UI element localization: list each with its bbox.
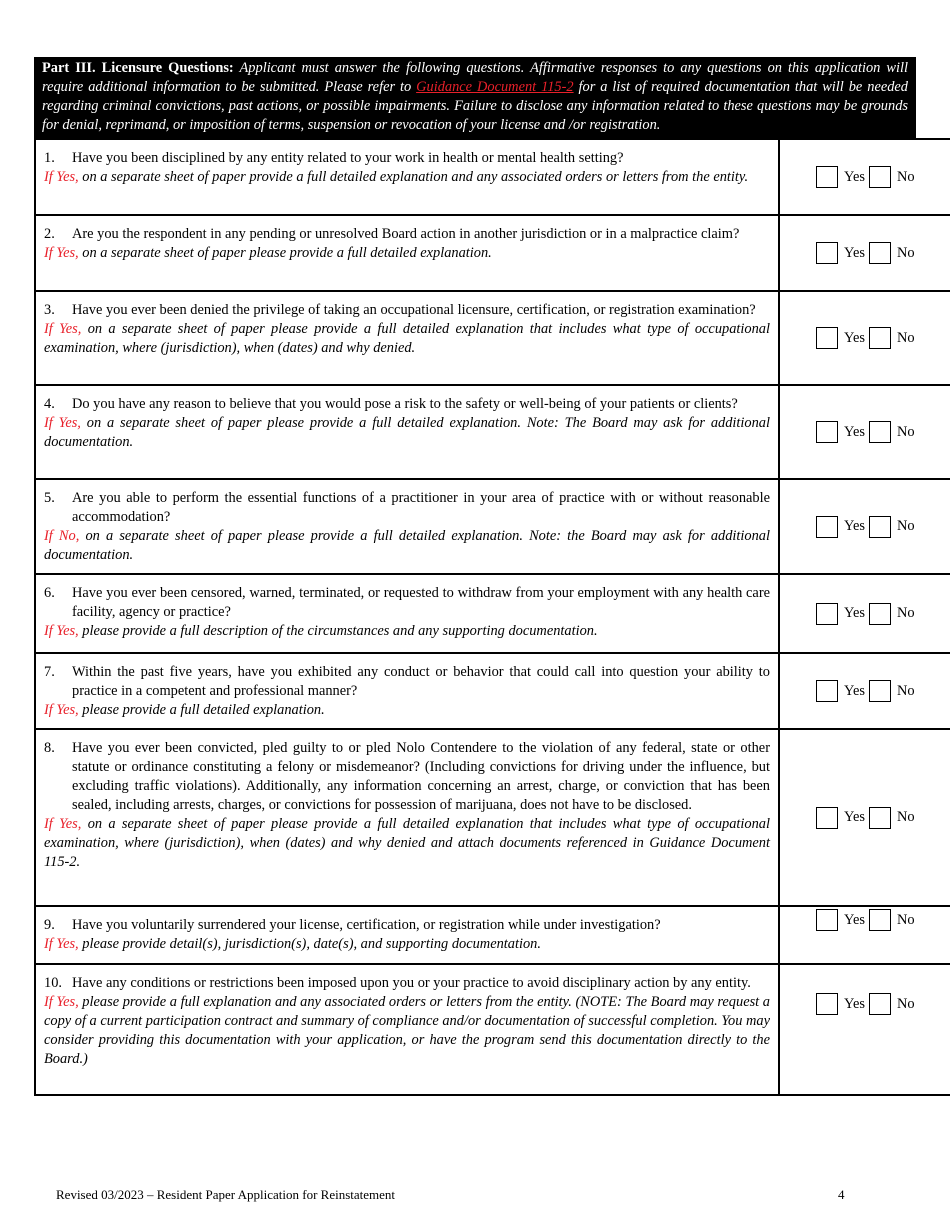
- question-instruction: [44, 993, 770, 1069]
- yes-no-group: [780, 166, 950, 188]
- question-text-line: [44, 225, 770, 244]
- licensure-questions-form: [34, 57, 916, 1096]
- question-text-line: [44, 584, 770, 622]
- yes-no-group: [780, 993, 950, 1015]
- footer-text: Revised 03/2023 – Resident Paper Application for Reinstatement: [56, 1187, 396, 1202]
- question-row: [35, 729, 950, 906]
- question-number: 1.: [44, 150, 55, 166]
- question-text-line: [44, 489, 770, 527]
- questions-table: [34, 138, 950, 1096]
- question-row: [35, 653, 950, 729]
- question-text-line: [44, 663, 770, 701]
- no-label: No: [896, 329, 915, 346]
- question-number: 5.: [44, 490, 55, 506]
- yes-checkbox[interactable]: [816, 993, 838, 1015]
- question-text: Are you the respondent in any pending or unresolved Board action in another jurisdiction or in a malpractice claim?: [72, 226, 740, 242]
- yes-checkbox[interactable]: [816, 807, 838, 829]
- answer-cell: [779, 291, 950, 385]
- question-text-line: [44, 301, 770, 320]
- yes-label: Yes: [844, 168, 865, 185]
- yes-no-group: [780, 807, 950, 829]
- yes-label: Yes: [844, 605, 865, 621]
- answer-cell: [779, 729, 950, 906]
- condition-label: If Yes,: [44, 623, 79, 639]
- question-number: 6.: [44, 585, 55, 601]
- condition-label: If Yes,: [44, 816, 82, 832]
- no-label: No: [896, 244, 915, 261]
- answer-cell: [779, 653, 950, 729]
- condition-label: If No,: [44, 528, 80, 544]
- condition-label: If Yes,: [44, 415, 81, 431]
- no-label: No: [896, 518, 915, 534]
- yes-label: Yes: [844, 911, 865, 928]
- yes-no-group: [780, 242, 950, 264]
- question-text: Do you have any reason to believe that you would pose a risk to the safety or well-being of your patients or clients?: [72, 396, 738, 412]
- condition-label: If Yes,: [44, 169, 79, 185]
- question-instruction: [44, 527, 770, 565]
- question-instruction: [44, 244, 770, 263]
- question-text-line: [44, 739, 770, 815]
- question-row: [35, 479, 950, 574]
- question-cell: [35, 291, 779, 385]
- yes-label: Yes: [844, 329, 865, 346]
- answer-cell: [779, 574, 950, 653]
- question-text-line: [44, 149, 770, 168]
- yes-no-group: [780, 421, 950, 443]
- yes-no-group: [780, 680, 950, 702]
- section-title: Part III. Licensure Questions:: [42, 60, 234, 76]
- no-label: No: [896, 682, 915, 699]
- instruction-text: please provide a full description of the circumstances and any supporting documentation.: [78, 623, 598, 639]
- question-text: Have you ever been censored, warned, terminated, or requested to withdraw from your employment with any health care facility, agency or practice?: [72, 585, 770, 620]
- question-instruction: [44, 414, 770, 452]
- no-checkbox[interactable]: [869, 242, 891, 264]
- condition-label: If Yes,: [44, 994, 79, 1010]
- yes-no-group: [780, 327, 950, 349]
- question-instruction: [44, 815, 770, 872]
- yes-label: Yes: [844, 244, 865, 261]
- condition-label: If Yes,: [44, 936, 79, 952]
- yes-checkbox[interactable]: [816, 421, 838, 443]
- yes-checkbox[interactable]: [816, 327, 838, 349]
- no-label: No: [896, 809, 915, 825]
- question-number: 9.: [44, 917, 55, 933]
- question-cell: [35, 139, 779, 215]
- guidance-document-link[interactable]: Guidance Document 115-2: [416, 79, 574, 95]
- yes-no-group: [780, 909, 950, 931]
- section-header: [34, 57, 916, 138]
- no-checkbox[interactable]: [869, 680, 891, 702]
- question-text-line: [44, 916, 770, 935]
- question-cell: [35, 964, 779, 1095]
- question-row: [35, 964, 950, 1095]
- no-checkbox[interactable]: [869, 603, 891, 625]
- no-checkbox[interactable]: [869, 807, 891, 829]
- condition-label: If Yes,: [44, 702, 79, 718]
- question-row: [35, 574, 950, 653]
- question-row: [35, 385, 950, 479]
- question-instruction: [44, 622, 770, 641]
- question-number: 8.: [44, 740, 55, 756]
- question-text: Are you able to perform the essential functions of a practitioner in your area of practice with or without reasonable accommodation?: [72, 490, 770, 525]
- condition-label: If Yes,: [44, 321, 82, 337]
- no-label: No: [896, 168, 915, 185]
- no-label: No: [896, 605, 915, 621]
- yes-label: Yes: [844, 995, 865, 1012]
- question-text: Have any conditions or restrictions been imposed upon you or your practice to avoid disciplinary action by any entity.: [72, 975, 751, 991]
- yes-label: Yes: [844, 682, 865, 699]
- question-cell: [35, 574, 779, 653]
- question-instruction: [44, 320, 770, 358]
- yes-label: Yes: [844, 809, 865, 825]
- question-text-line: [44, 395, 770, 414]
- yes-label: Yes: [844, 423, 865, 440]
- instruction-text: on a separate sheet of paper please provide a full detailed explanation. Note: the Board may ask for additional documentation.: [44, 528, 770, 563]
- question-number: 10.: [44, 975, 62, 991]
- yes-checkbox[interactable]: [816, 242, 838, 264]
- no-checkbox[interactable]: [869, 327, 891, 349]
- yes-checkbox[interactable]: [816, 680, 838, 702]
- instruction-text: please provide a full detailed explanation.: [78, 702, 325, 718]
- instruction-text: on a separate sheet of paper please provide a full detailed explanation that includes what type of occupational examination, where (jurisdiction), when (dates) and why denied.: [44, 321, 770, 356]
- instruction-text: on a separate sheet of paper please provide a full detailed explanation.: [78, 245, 492, 261]
- no-checkbox[interactable]: [869, 516, 891, 538]
- answer-cell: [779, 139, 950, 215]
- instruction-text: please provide detail(s), jurisdiction(s), date(s), and supporting documentation.: [78, 936, 541, 952]
- question-cell: [35, 215, 779, 291]
- section-intro-cont: for a list of required documentation that will be needed regarding criminal convictions, past actions, or possible impairments. Failure to disclose any information related to these questions may be grounds for denial, reprimand, or imposition of terms, suspension or revocation of your license and /or registration.: [42, 79, 908, 133]
- question-text-line: [44, 974, 770, 993]
- answer-cell: [779, 479, 950, 574]
- answer-cell: [779, 906, 950, 964]
- yes-no-group: [780, 516, 950, 538]
- question-instruction: [44, 168, 770, 187]
- instruction-text: on a separate sheet of paper please provide a full detailed explanation that includes what type of occupational examination, where (jurisdiction), when (dates) and why denied and attach documents referenced in Guidance Document 115-2.: [44, 816, 770, 870]
- page-number: 4: [838, 1187, 845, 1202]
- yes-checkbox[interactable]: [816, 166, 838, 188]
- no-checkbox[interactable]: [869, 421, 891, 443]
- question-cell: [35, 729, 779, 906]
- question-cell: [35, 653, 779, 729]
- instruction-text: on a separate sheet of paper provide a full detailed explanation and any associated orders or letters from the entity.: [78, 169, 749, 185]
- no-label: No: [896, 995, 915, 1012]
- question-text: Have you voluntarily surrendered your license, certification, or registration while under investigation?: [72, 917, 661, 933]
- yes-no-group: [780, 603, 950, 625]
- no-checkbox[interactable]: [869, 909, 891, 931]
- yes-checkbox[interactable]: [816, 516, 838, 538]
- question-number: 4.: [44, 396, 55, 412]
- question-instruction: [44, 701, 770, 720]
- no-checkbox[interactable]: [869, 993, 891, 1015]
- question-cell: [35, 906, 779, 964]
- question-row: [35, 215, 950, 291]
- section-intro: Applicant must answer the following questions. Affirmative responses to any questions on this application will require additional information to be submitted. Please refer to: [42, 60, 908, 95]
- answer-cell: [779, 215, 950, 291]
- no-label: No: [896, 423, 915, 440]
- question-row: [35, 139, 950, 215]
- question-number: 7.: [44, 664, 55, 680]
- no-checkbox[interactable]: [869, 166, 891, 188]
- no-label: No: [896, 911, 915, 928]
- question-row: [35, 291, 950, 385]
- answer-cell: [779, 964, 950, 1095]
- question-instruction: [44, 935, 770, 954]
- question-row: [35, 906, 950, 964]
- question-cell: [35, 385, 779, 479]
- yes-checkbox[interactable]: [816, 909, 838, 931]
- question-text: Have you ever been denied the privilege of taking an occupational licensure, certification, or registration examination?: [72, 302, 756, 318]
- condition-label: If Yes,: [44, 245, 79, 261]
- yes-checkbox[interactable]: [816, 603, 838, 625]
- question-text: Have you ever been convicted, pled guilty to or pled Nolo Contendere to the violation of any federal, state or other statute or ordinance constituting a felony or misdemeanor? (Including convictions for driving under the influence, but excluding traffic violations). Additionally, any information concerning an arrest, charge, or conviction that has been sealed, including arrests, charges, or convictions for possession of marijuana, does not have to be disclosed.: [72, 740, 770, 813]
- question-text: Within the past five years, have you exhibited any conduct or behavior that could call into question your ability to practice in a competent and professional manner?: [72, 664, 770, 699]
- question-number: 2.: [44, 226, 55, 242]
- question-number: 3.: [44, 302, 55, 318]
- yes-label: Yes: [844, 518, 865, 534]
- instruction-text: on a separate sheet of paper please provide a full detailed explanation. Note: The Board may ask for additional documentation.: [44, 415, 771, 450]
- question-cell: [35, 479, 779, 574]
- question-text: Have you been disciplined by any entity related to your work in health or mental health setting?: [72, 150, 624, 166]
- instruction-text: please provide a full explanation and any associated orders or letters from the entity. (NOTE: The Board may request a copy of a current participation contract and summary of compliance and/or documentation of successful completion. You may consider providing this documentation with your application, or have the program send this documentation directly to the Board.): [44, 994, 770, 1067]
- answer-cell: [779, 385, 950, 479]
